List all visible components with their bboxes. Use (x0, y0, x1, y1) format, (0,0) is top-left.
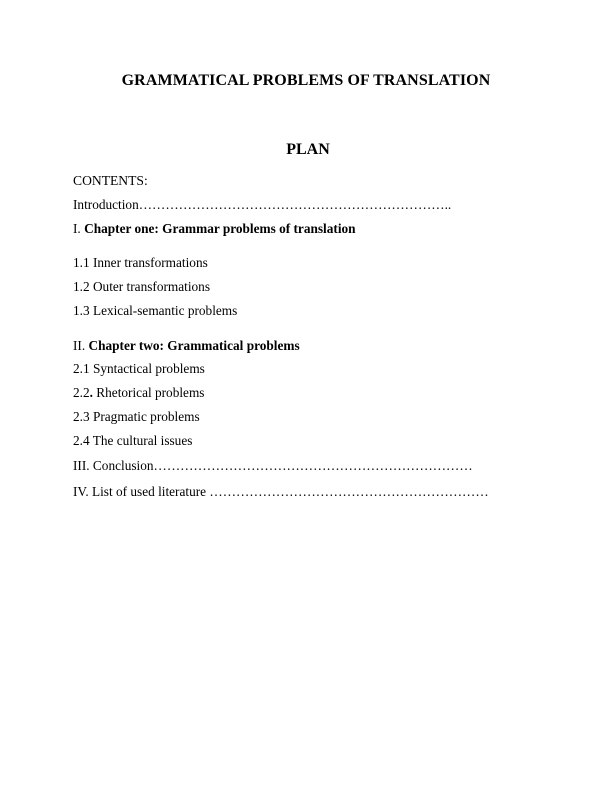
toc-item (73, 409, 200, 425)
contents-label: CONTENTS: (73, 173, 148, 188)
toc-entry-label: III. Conclusion (73, 458, 154, 473)
toc-item-text: Rhetorical problems (92, 385, 205, 400)
toc-item-number: 2.4 (73, 433, 90, 448)
toc-item (73, 433, 192, 449)
toc-chapter-two (73, 338, 300, 354)
chapter-title: Chapter one: Grammar problems of translation (84, 221, 356, 236)
toc-entry-label: Introduction (73, 197, 139, 212)
toc-item: 1.1 Inner transformations (73, 255, 208, 270)
toc-item-number: 2.3 (73, 409, 90, 424)
toc-entry-introduction (73, 197, 451, 213)
toc-chapter-one (73, 221, 356, 237)
toc-entry-literature (73, 484, 489, 500)
plan-heading: PLAN (286, 141, 330, 158)
toc-item-text: The cultural issues (89, 433, 193, 448)
toc-entry-conclusion (73, 458, 473, 474)
document-title: GRAMMATICAL PROBLEMS OF TRANSLATION (121, 72, 491, 89)
toc-item-number: 2.2 (73, 385, 90, 400)
toc-item (73, 361, 205, 377)
chapter-numeral: II. (73, 338, 86, 353)
toc-item (73, 385, 204, 401)
toc-dot-leader: ……………………………………………………………… (153, 458, 473, 473)
toc-dot-leader: ……………………………………………………… (209, 484, 489, 499)
toc-item-text: Syntactical problems (89, 361, 205, 376)
toc-item-text: Pragmatic problems (89, 409, 200, 424)
toc-item: 1.2 Outer transformations (73, 279, 211, 294)
toc-item-bold-dot: . (89, 385, 93, 400)
toc-entry-label: IV. List of used literature (73, 484, 210, 499)
chapter-numeral: I. (73, 221, 81, 236)
toc-item: 1.3 Lexical-semantic problems (73, 303, 238, 318)
toc-item-number: 2.1 (73, 361, 90, 376)
chapter-title: Chapter two: Grammatical problems (88, 338, 300, 353)
toc-dot-leader: …………………………………………………………….. (138, 197, 452, 212)
